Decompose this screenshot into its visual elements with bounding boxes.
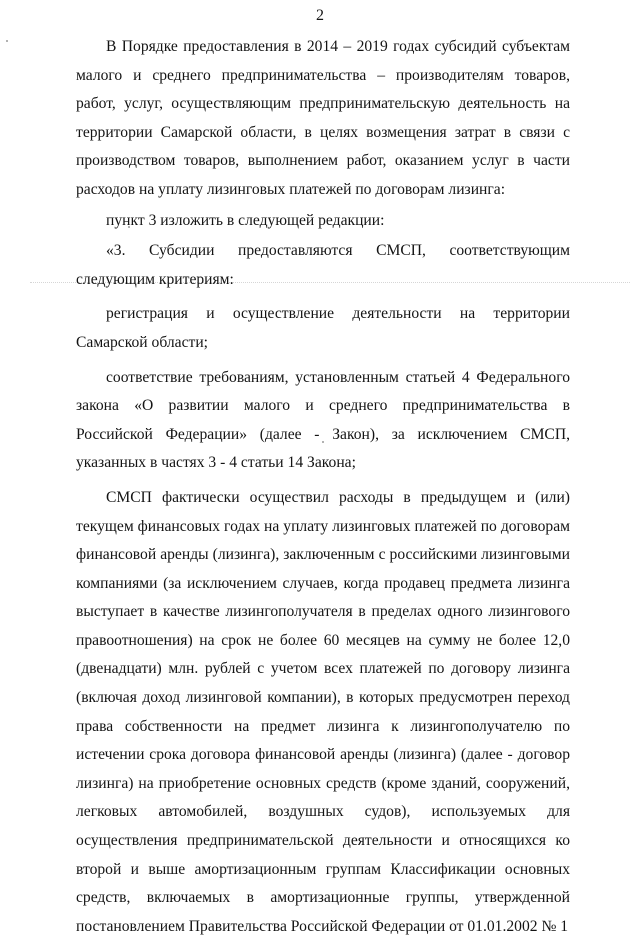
page-number: 2 <box>316 7 324 24</box>
paragraph-criterion-law: соответствие требованиям, установленным статьей 4 Федерального закона «О развитии малого и среднего предпринимательства в Российской Федерации» (далее - Закон), за исключением СМСП, указанных в частях 3 - 4 статьи 14 Закона; <box>76 368 570 472</box>
document-body <box>76 33 570 941</box>
paragraph-criterion-registration: регистрация и осуществление деятельности на территории Самарской области; <box>76 305 570 351</box>
paragraph-point-3: «3. Субсидии предоставляются СМСП, соответствующим следующим критериям: <box>76 242 570 288</box>
scan-speck <box>6 40 8 42</box>
paragraph-criterion-leasing: СМСП фактически осуществил расходы в предыдущем и (или) текущем финансовых годах на уплату лизинговых платежей по договорам финансовой аренды (лизинга), заключенным с российскими лизинговыми компаниями (за исключением случаев, когда продавец предмета лизинга выступает в качестве лизингополучателя в пределах одного лизингового правоотношения) на срок не более 60 месяцев на сумму не более 12,0 (двенадцати) млн. рублей с учетом всех платежей по договору лизинга (включая доход лизинговой компании), в которых предусмотрен переход права собственности на предмет лизинга к лизингополучателю по истечении срока договора финансовой аренды (лизинга) (далее - договор лизинга) на приобретение основных средств (кроме зданий, сооружений, легковых автомобилей, воздушных судов), используемых для осуществления предпринимательской деятельности и относящихся ко второй и выше амортизационным группам Классификации основных средств, включаемых в амортизационные группы, утвержденной постановлением Правительства Российской Федерации от 01.01.2002 № 1 <box>76 488 570 935</box>
paragraph-instruction: пункт 3 изложить в следующей редакции: <box>106 211 385 229</box>
paragraph-intro: В Порядке предоставления в 2014 – 2019 годах субсидий субъектам малого и среднего предпринимательства – производителям товаров, работ, услуг, осуществляющим предпринимательскую деятельность на территории Самарской области, в целях возмещения затрат в связи с производством товаров, выполнением работ, оказанием услуг в части расходов на уплату лизинговых платежей по договорам лизинга: <box>76 38 570 198</box>
